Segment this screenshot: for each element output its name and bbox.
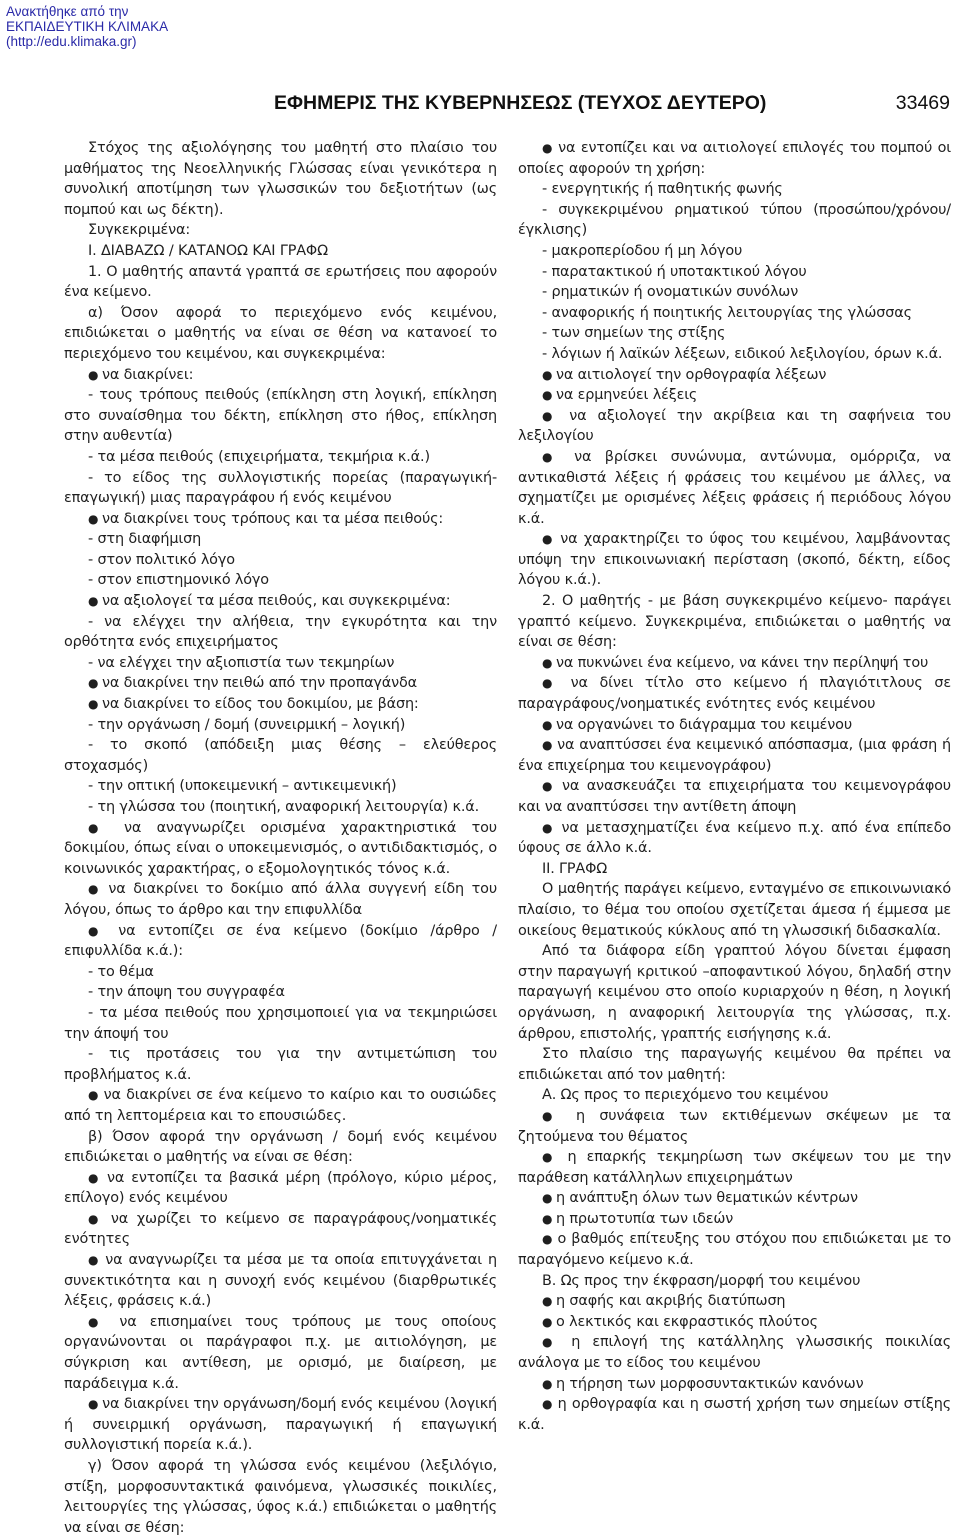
paragraph: ● να εντοπίζει σε ένα κείμενο (δοκίμιο /άρθρο /επιφυλλίδα κ.ά.): (64, 921, 497, 962)
paragraph: ● να εντοπίζει τα βασικά μέρη (πρόλογο, κύριο μέρος, επίλογο) ενός κειμένου (64, 1168, 497, 1209)
paragraph: ● να χωρίζει το κείμενο σε παραγράφους/νοηματικές ενότητες (64, 1209, 497, 1250)
paragraph: Α. Ως προς το περιεχόμενο του κειμένου (542, 1087, 829, 1104)
paragraph: ● να διακρίνει το είδος του δοκιμίου, με βάση: (64, 694, 497, 715)
paragraph: Ο μαθητής παράγει κείμενο, ενταγμένο σε επικοινωνιακό πλαίσιο, το θέμα του οποίου σχετίζεται άμεσα ή έμμεσα με οικείους θεματικούς κύκλους από τη γλωσσική διδασκαλία. (518, 881, 951, 939)
paragraph: - το θέμα (88, 963, 154, 980)
paragraph: Από τα διάφορα είδη γραπτού λόγου δίνεται έμφαση στην παραγωγή κριτικού –αποφαντικού λόγου, δηλαδή στην παραγωγή κειμένου στο οποίο κυριαρχούν η θέση, η λογική οργάνωση, η αναφορική λειτουργία της γλώσσας, π.χ. άρθρου, επιστολής, γραπτής εισήγησης κ.ά. (518, 943, 951, 1042)
paragraph: ● να μετασχηματίζει ένα κείμενο π.χ. από ένα επίπεδο ύφους σε άλλο κ.ά. (518, 818, 951, 859)
watermark-line: Ανακτήθηκε από την (6, 4, 129, 19)
paragraph: ● να διακρίνει την πειθώ από την προπαγάνδα (64, 673, 497, 694)
paragraph: ● να επισημαίνει τους τρόπους με τους οποίους οργανώνονται οι παράγραφοι π.χ. με αιτιολόγηση, με σύγκριση και αντίθεση, με ορισμό, με διαίρεση, με παράδειγμα κ.ά. (64, 1312, 497, 1394)
paragraph: Β. Ως προς την έκφραση/μορφή του κειμένου (542, 1272, 861, 1289)
paragraph: - τη γλώσσα του (ποιητική, αναφορική λειτουργία) κ.ά. (88, 799, 480, 815)
paragraph: ● να διακρίνει σε ένα κείμενο το καίριο και το ουσιώδες από τη λεπτομέρεια και το επουσιώδες. (64, 1085, 497, 1126)
paragraph: ● να χαρακτηρίζει το ύφος του κειμένου, λαμβάνοντας υπόψη την επικοινωνιακή περίσταση (σκοπό, δέκτη, είδος λόγου κ.ά.). (518, 529, 951, 591)
paragraph: - συγκεκριμένου ρηματικού τύπου (προσώπου/χρόνου/έγκλισης) (518, 201, 951, 239)
paragraph: ● να ερμηνεύει λέξεις (518, 385, 951, 406)
paragraph: Συγκεκριμένα: (88, 222, 191, 239)
paragraph: - τα μέσα πειθούς που χρησιμοποιεί για να τεκμηριώσει την άποψή του (64, 1004, 497, 1042)
paragraph: ● να διακρίνει το δοκίμιο από άλλα συγγενή είδη του λόγου, όπως το άρθρο και την επιφυλλίδα (64, 879, 497, 920)
paragraph: - ρηματικών ή ονοματικών συνόλων (542, 284, 799, 301)
gazette-title: ΕΦΗΜΕΡΙΣ ΤΗΣ ΚΥΒΕΡΝΗΣΕΩΣ (ΤΕΥΧΟΣ ΔΕΥΤΕΡΟ) (274, 92, 767, 114)
paragraph: - λόγιων ή λαϊκών λέξεων, ειδικού λεξιλογίου, όρων κ.ά. (542, 345, 943, 362)
paragraph: β) Όσον αφορά την οργάνωση / δομή ενός κειμένου επιδιώκεται ο μαθητής να είναι σε θέση: (64, 1128, 497, 1166)
left-column (64, 138, 497, 1538)
paragraph: ● να πυκνώνει ένα κείμενο, να κάνει την περίληψή του (518, 653, 951, 674)
paragraph: ● ο βαθμός επίτευξης του στόχου που επιδιώκεται με το παραγόμενο κείμενο κ.ά. (518, 1229, 951, 1270)
paragraph: - την άποψη του συγγραφέα (88, 984, 285, 1001)
paragraph: ● η ορθογραφία και η σωστή χρήση των σημείων στίξης κ.ά. (518, 1394, 951, 1435)
paragraph: Ι. ΔΙΑΒΑΖΩ / ΚΑΤΑΝΟΩ ΚΑΙ ΓΡΑΦΩ (88, 242, 328, 259)
paragraph: ● η σαφής και ακριβής διατύπωση (518, 1291, 951, 1312)
paragraph: - αναφορικής ή ποιητικής λειτουργίας της γλώσσας (542, 304, 912, 321)
paragraph: Στόχος της αξιολόγησης του μαθητή στο πλαίσιο του μαθήματος της Νεοελληνικής Γλώσσας είναι γενικότερα η συνολική αποτίμηση των γλωσσικών του δεξιοτήτων (ως πομπού και ως δέκτη). (64, 140, 497, 218)
paragraph: ● η επιλογή της κατάλληλης γλωσσικής ποικιλίας ανάλογα με το είδος του κειμένου (518, 1332, 951, 1373)
paragraph: ● να αξιολογεί τα μέσα πειθούς, και συγκεκριμένα: (64, 591, 497, 612)
paragraph: ● η ανάπτυξη όλων των θεματικών κέντρων (518, 1188, 951, 1209)
paragraph: - στη διαφήμιση (88, 531, 202, 548)
paragraph: - παρατακτικού ή υποτακτικού λόγου (542, 263, 807, 280)
paragraph: - την οπτική (υποκειμενική – αντικειμενική) (88, 778, 397, 795)
paragraph: ● να αξιολογεί την ακρίβεια και τη σαφήνεια του λεξιλογίου (518, 406, 951, 447)
paragraph: - στον επιστημονικό λόγο (88, 572, 269, 589)
paragraph: ● να διακρίνει τους τρόπους και τα μέσα πειθούς: (64, 509, 497, 530)
page-header (64, 92, 950, 120)
paragraph: ΙΙ. ΓΡΑΦΩ (542, 860, 608, 877)
paragraph: ● η πρωτοτυπία των ιδεών (518, 1209, 951, 1230)
paragraph: ● να οργανώνει το διάγραμμα του κειμένου (518, 715, 951, 736)
paragraph: ● να διακρίνει την οργάνωση/δομή ενός κειμένου (λογική ή συνειρμική οργάνωση, παραγωγική ή επαγωγική συλλογιστική πορεία κ.ά.). (64, 1394, 497, 1456)
paragraph: - στον πολιτικό λόγο (88, 551, 235, 568)
paragraph: - τις προτάσεις του για την αντιμετώπιση του προβλήματος κ.ά. (64, 1046, 497, 1083)
paragraph: - μακροπερίοδου ή μη λόγου (542, 242, 743, 259)
source-watermark (6, 4, 246, 49)
paragraph: - το σκοπό (απόδειξη μιας θέσης – ελεύθερος στοχασμός) (64, 737, 497, 774)
paragraph: ● η επαρκής τεκμηρίωση των σκέψεων του με την παράθεση κατάλληλων επιχειρημάτων (518, 1147, 951, 1188)
right-column (518, 138, 951, 1435)
paragraph: - ενεργητικής ή παθητικής φωνής (542, 181, 783, 198)
paragraph: 1. Ο μαθητής απαντά γραπτά σε ερωτήσεις που αφορούν ένα κείμενο. (64, 263, 497, 301)
paragraph: Στο πλαίσιο της παραγωγής κειμένου θα πρέπει να επιδιώκεται από τον μαθητή: (518, 1046, 951, 1083)
paragraph: ● να βρίσκει συνώνυμα, αντώνυμα, ομόρριζα, να αντικαθιστά λέξεις ή φράσεις του κειμένου με άλλες, να σχηματίζει με ορισμένες λέξεις φράσεις ή περιόδους λόγου κ.ά. (518, 447, 951, 529)
paragraph: - να ελέγχει την αξιοπιστία των τεκμηρίων (88, 654, 395, 671)
paragraph: - την οργάνωση / δομή (συνειρμική – λογική) (88, 716, 406, 733)
paragraph: ● ο λεκτικός και εκφραστικός πλούτος (518, 1312, 951, 1333)
paragraph: - το είδος της συλλογιστικής πορείας (παραγωγική-επαγωγική) μιας παραγράφου ή ενός κειμένου (64, 469, 497, 507)
paragraph: ● να αναπτύσσει ένα κειμενικό απόσπασμα, (μια φράση ή ένα επιχείρημα του κειμενογράφου) (518, 735, 951, 776)
paragraph: ● η τήρηση των μορφοσυντακτικών κανόνων (518, 1374, 951, 1395)
paragraph: ● να δίνει τίτλο στο κείμενο ή πλαγιότιτλους σε παραγράφους/νοηματικές ενότητες ενός κειμένου (518, 673, 951, 714)
paragraph: ● να ανασκευάζει τα επιχειρήματα του κειμενογράφου και να αναπτύσσει την αντίθετη άποψη (518, 776, 951, 817)
watermark-line: (http://edu.klimaka.gr) (6, 34, 137, 49)
paragraph: ● να αναγνωρίζει ορισμένα χαρακτηριστικά του δοκιμίου, όπως είναι ο υποκειμενισμός, ο αντιδιδακτισμός, ο κοινωνικός χαρακτήρας, ο εξομολογητικός τόνος κ.ά. (64, 818, 497, 880)
paragraph: ● να αναγνωρίζει τα μέσα με τα οποία επιτυγχάνεται η συνεκτικότητα και η συνοχή ενός κειμένου (διαρθρωτικές λέξεις, φράσεις κ.ά.) (64, 1250, 497, 1312)
paragraph: 2. Ο μαθητής - με βάση συγκεκριμένο κείμενο- παράγει γραπτό κείμενο. Συγκεκριμένα, επιδιώκεται ο μαθητής να είναι σε θέση: (518, 593, 951, 651)
paragraph: ● να αιτιολογεί την ορθογραφία λέξεων (518, 365, 951, 386)
paragraph: ● η συνάφεια των εκτιθέμενων σκέψεων με τα ζητούμενα του θέματος (518, 1106, 951, 1147)
paragraph: ● να εντοπίζει και να αιτιολογεί επιλογές του πομπού οι οποίες αφορούν τη χρήση: (518, 138, 951, 179)
page-number: 33469 (895, 92, 950, 114)
paragraph: ● να διακρίνει: (64, 365, 497, 386)
paragraph: - των σημείων της στίξης (542, 325, 726, 342)
paragraph: - τα μέσα πειθούς (επιχειρήματα, τεκμήρια κ.ά.) (88, 448, 430, 465)
watermark-line: ΕΚΠΑΙΔΕΥΤΙΚΗ ΚΛΙΜΑΚΑ (6, 19, 169, 34)
paragraph: - να ελέγχει την αλήθεια, την εγκυρότητα και την ορθότητα ενός επιχειρήματος (64, 613, 497, 651)
paragraph: - τους τρόπους πειθούς (επίκληση στη λογική, επίκληση στο συναίσθημα του δέκτη, επίκληση στο ήθος, επίκληση στην αυθεντία) (64, 387, 497, 445)
paragraph: γ) Όσον αφορά τη γλώσσα ενός κειμένου (λεξιλόγιο, στίξη, μορφοσυντακτικά φαινόμενα, γλωσσικές ποικιλίες, λειτουργίες της γλώσσας, ύφος κ.ά.) επιδιώκεται ο μαθητής να είναι σε θέση: (64, 1458, 497, 1536)
paragraph: α) Όσον αφορά το περιεχόμενο ενός κειμένου, επιδιώκεται ο μαθητής να είναι σε θέση να κατανοεί το περιεχόμενο του κειμένου, και συγκεκριμένα: (64, 304, 497, 362)
